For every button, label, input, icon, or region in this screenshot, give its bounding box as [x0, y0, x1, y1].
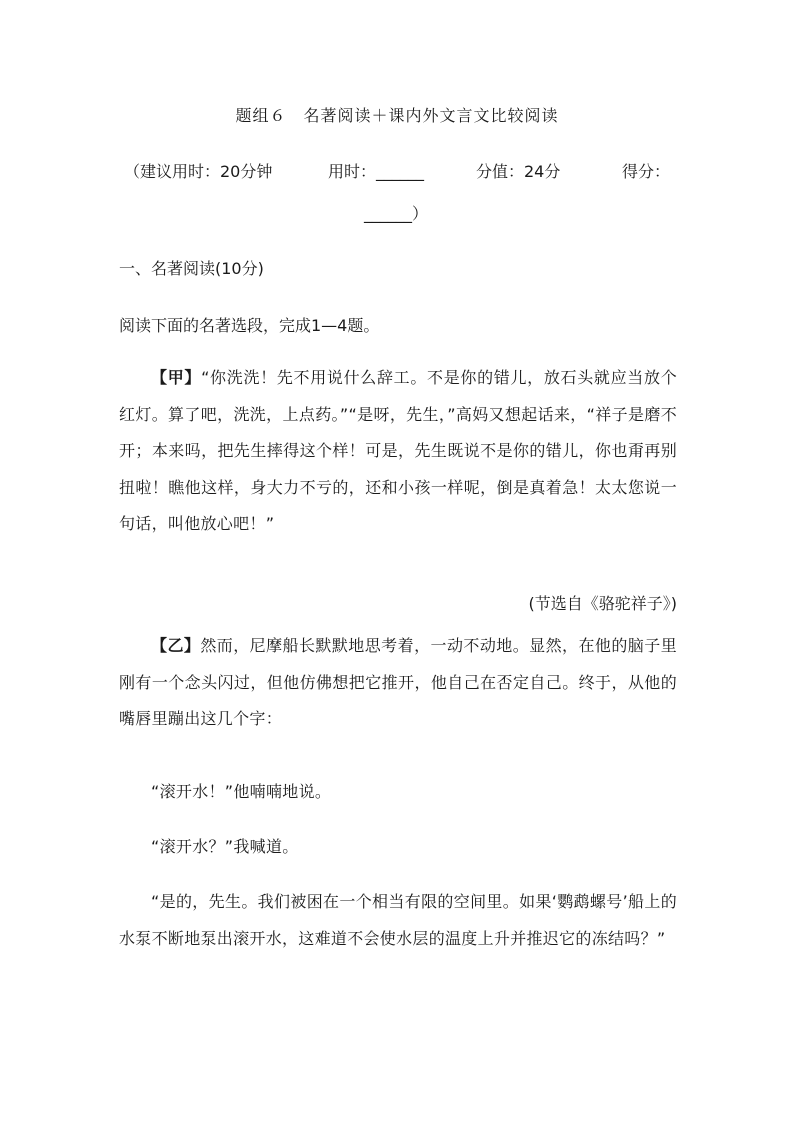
suggested-time: （建议用时：20分钟 — [124, 162, 273, 181]
score-got-blank: ______） — [364, 204, 429, 223]
passage-jia — [119, 360, 677, 543]
passage-yi-quote-3: “是的，先生。我们被困在一个相当有限的空间里。如果‘鹦鹉螺号’船上的水泵不断地泵出滚开水，这难道不会使水层的温度上升并推迟它的冻结吗？” — [119, 892, 677, 948]
passage-yi-quote-1: “滚开水！”他喃喃地说。 — [151, 782, 332, 801]
passage-yi-marker: 【乙】 — [151, 636, 201, 655]
instruction: 阅读下面的名著选段，完成1—4题。 — [119, 316, 380, 335]
score-value: 分值：24分 — [476, 162, 561, 181]
passage-yi-text: 然而，尼摩船长默默地思考着，一动不动地。显然，在他的脑子里刚有一个念头闪过，但他仿佛想把它推开，他自己在否定自己。终于，从他的嘴唇里蹦出这几个字： — [119, 636, 677, 728]
passage-yi-quote-2: “滚开水？”我喊道。 — [151, 837, 299, 856]
page-title: 题组６ 名著阅读＋课内外文言文比较阅读 — [235, 106, 559, 125]
used-time: 用时：______ — [328, 162, 425, 181]
passage-jia-source: (节选自《骆驼祥子》) — [528, 594, 677, 613]
passage-jia-text: “你洗洗！先不用说什么辞工。不是你的错儿，放石头就应当放个红灯。算了吧，洗洗，上点药。”“是呀，先生，”高妈又想起话来，“祥子是磨不开；本来吗，把先生摔得这个样！可是，先生既说不是你的错儿，你也甭再别扭啦！瞧他这样，身大力不亏的，还和小孩一样呢，倒是真着急！太太您说一句话，叫他放心吧！” — [119, 368, 677, 533]
section-heading: 一、名著阅读(10分) — [119, 259, 264, 278]
passage-jia-marker: 【甲】 — [151, 368, 202, 387]
score-got: 得分： — [622, 162, 671, 181]
passage-yi — [119, 628, 677, 738]
